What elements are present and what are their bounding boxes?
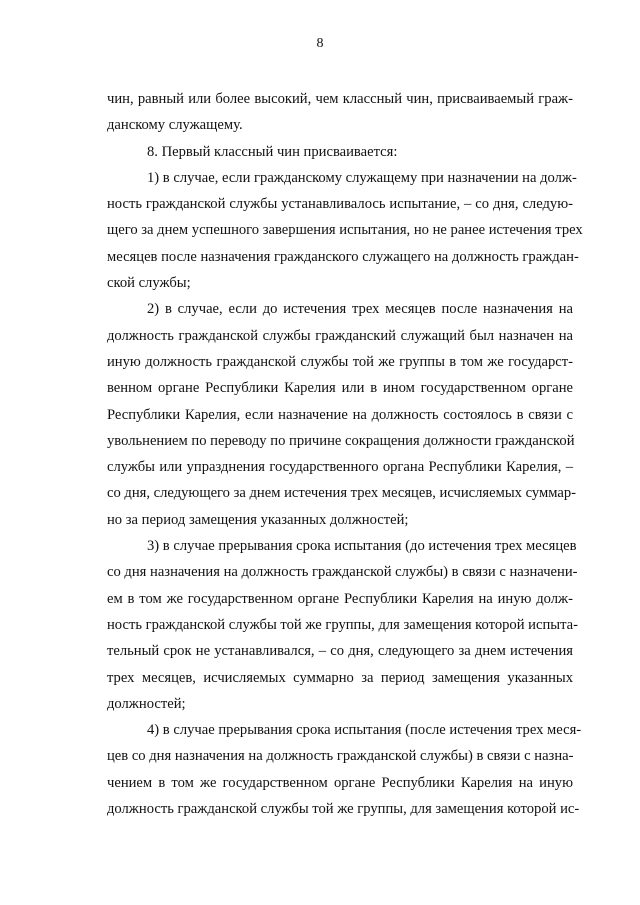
text-line: 1) в случае, если гражданскому служащему при назначении на долж- — [147, 169, 577, 186]
text-line: должность гражданской службы гражданский служащий был назначен на — [107, 327, 573, 344]
document-body — [107, 86, 583, 822]
text-line: со дня, следующего за днем истечения трех месяцев, исчисляемых суммар- — [107, 485, 576, 502]
text-line: 4) в случае прерывания срока испытания (после истечения трех меся- — [147, 722, 582, 739]
text-line: чением в том же государственном органе Республики Карелия на иную — [107, 774, 573, 791]
text-line: трех месяцев, исчисляемых суммарно за период замещения указанных — [107, 669, 573, 686]
text-line: иную должность гражданской службы той же группы в том же государст- — [107, 353, 573, 370]
text-line: щего за днем успешного завершения испытания, но не ранее истечения трех — [107, 222, 583, 239]
text-line: ской службы; — [107, 275, 191, 292]
text-line: должность гражданской службы той же группы, для замещения которой ис- — [107, 801, 580, 818]
text-line: со дня назначения на должность гражданской службы) в связи с назначени- — [107, 564, 578, 581]
text-line: данскому служащему. — [107, 117, 243, 134]
text-line: цев со дня назначения на должность гражданской службы) в связи с назна- — [107, 748, 574, 765]
text-line: ем в том же государственном органе Республики Карелия на иную долж- — [107, 590, 573, 607]
text-line: 3) в случае прерывания срока испытания (до истечения трех месяцев — [147, 538, 577, 555]
text-line: тельный срок не устанавливался, – со дня, следующего за днем истечения — [107, 643, 573, 660]
text-line: ность гражданской службы устанавливалось испытание, – со дня, следую- — [107, 196, 573, 213]
paragraph-subitem-2 — [107, 296, 576, 533]
text-line: месяцев после назначения гражданского служащего на должность граждан- — [107, 248, 579, 265]
text-line: чин, равный или более высокий, чем классный чин, присваиваемый граж- — [107, 91, 573, 107]
text-line: но за период замещения указанных должностей; — [107, 511, 409, 528]
text-line: венном органе Республики Карелия или в ином государственном органе — [107, 380, 573, 397]
page-number: 8 — [316, 36, 324, 51]
text-line: ность гражданской службы той же группы, для замещения которой испыта- — [107, 616, 578, 633]
paragraph-item-8 — [107, 139, 573, 165]
text-line: 2) в случае, если до истечения трех месяцев после назначения на — [147, 301, 573, 318]
text-line: увольнением по переводу по причине сокращения должности гражданской — [107, 432, 575, 449]
paragraph-continuation — [107, 86, 573, 139]
text-line: службы или упразднения государственного органа Республики Карелия, – — [107, 459, 573, 476]
text-line: Республики Карелия, если назначение на должность состоялось в связи с — [107, 406, 573, 423]
paragraph-subitem-3 — [107, 533, 578, 717]
text-line: 8. Первый классный чин присваивается: — [147, 143, 398, 160]
paragraph-subitem-1 — [107, 165, 583, 296]
text-line: должностей; — [107, 695, 186, 712]
paragraph-subitem-4 — [107, 717, 582, 822]
